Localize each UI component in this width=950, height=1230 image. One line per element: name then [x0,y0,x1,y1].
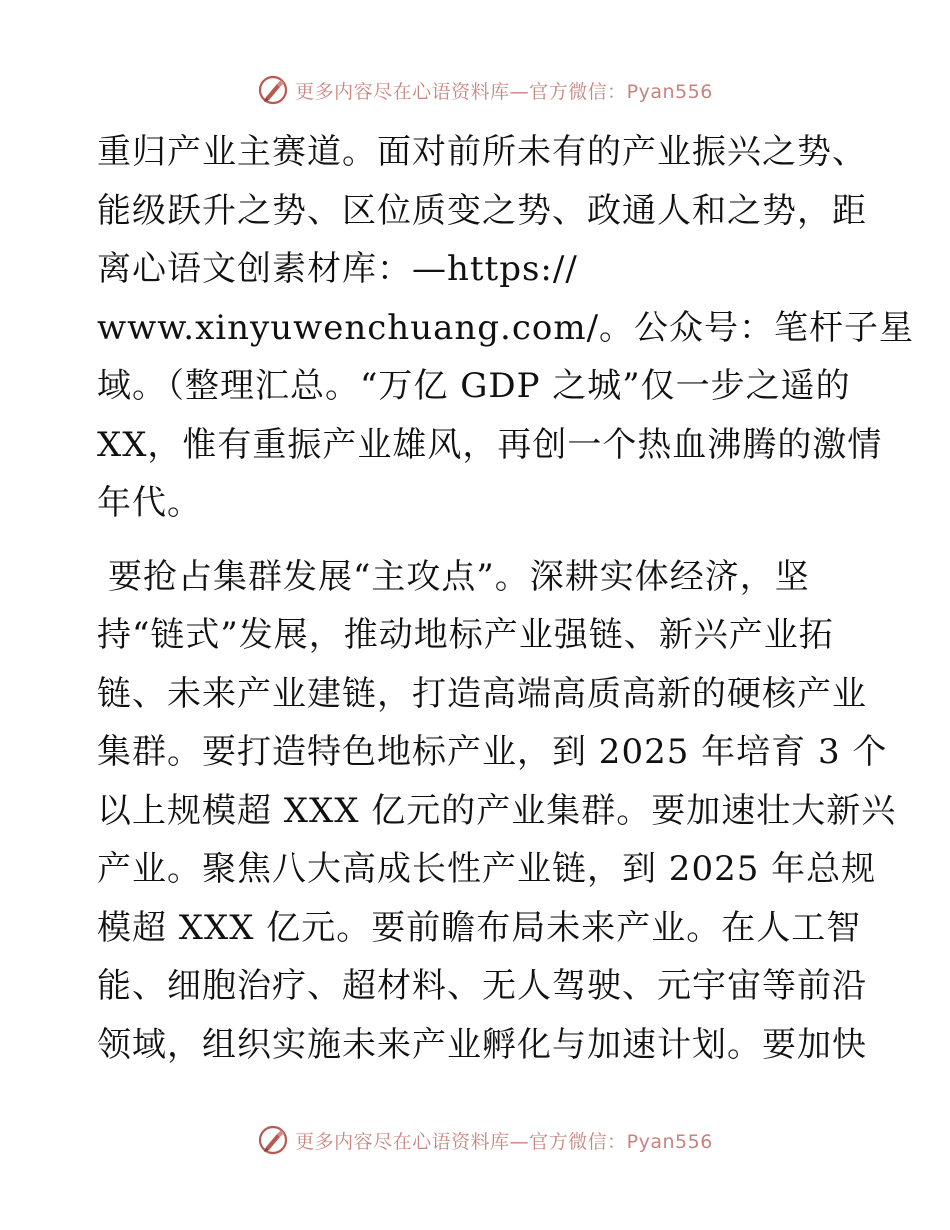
footer-banner-inner [257,1124,713,1156]
text-line: XX，惟有重振产业雄风，再创一个热血沸腾的激情 [97,424,883,465]
footer-banner [0,1120,950,1160]
text-line: 离心语文创素材库：—https:// [97,249,578,289]
text-line: 能级跃升之势、区位质变之势、政通人和之势，距 [97,190,867,231]
footer-banner-text: 更多内容尽在心语资料库—官方微信：Pyan556 [295,1130,713,1153]
text-line: 要抢占集群发展“主攻点”。深耕实体经济，坚 [108,556,810,597]
text-line: 能、细胞治疗、超材料、无人驾驶、元宇宙等前沿 [97,966,867,1006]
paragraph-2 [97,548,897,1075]
header-banner-inner [257,74,713,106]
pen-logo-icon [257,74,289,106]
document-body [97,123,915,1074]
text-line: 链、未来产业建链，打造高端高质高新的硬核产业 [97,673,867,714]
text-line: 持“链式”发展，推动地标产业强链、新兴产业拓 [97,615,834,655]
text-line: 产业。聚焦八大高成长性产业链，到 2025 年总规 [97,849,877,889]
text-line: 年代。 [97,483,202,523]
text-line: 重归产业主赛道。面对前所未有的产业振兴之势、 [97,132,867,172]
text-line: www.xinyuwenchuang.com/。公众号：笔杆子星 [97,307,915,348]
text-line: 领域，组织实施未来产业孵化与加速计划。要加快 [97,1024,867,1065]
text-line: 以上规模超 XXX 亿元的产业集群。要加速壮大新兴 [97,790,897,831]
pen-logo-icon [257,1124,289,1156]
header-banner-text: 更多内容尽在心语资料库—官方微信：Pyan556 [295,80,713,103]
paragraph-1 [97,123,915,533]
header-banner [0,70,950,110]
text-line: 集群。要打造特色地标产业，到 2025 年培育 3 个 [97,732,888,772]
text-line: 域。（整理汇总。“万亿 GDP 之城”仅一步之遥的 [97,366,851,406]
text-line: 模超 XXX 亿元。要前瞻布局未来产业。在人工智 [97,907,862,948]
